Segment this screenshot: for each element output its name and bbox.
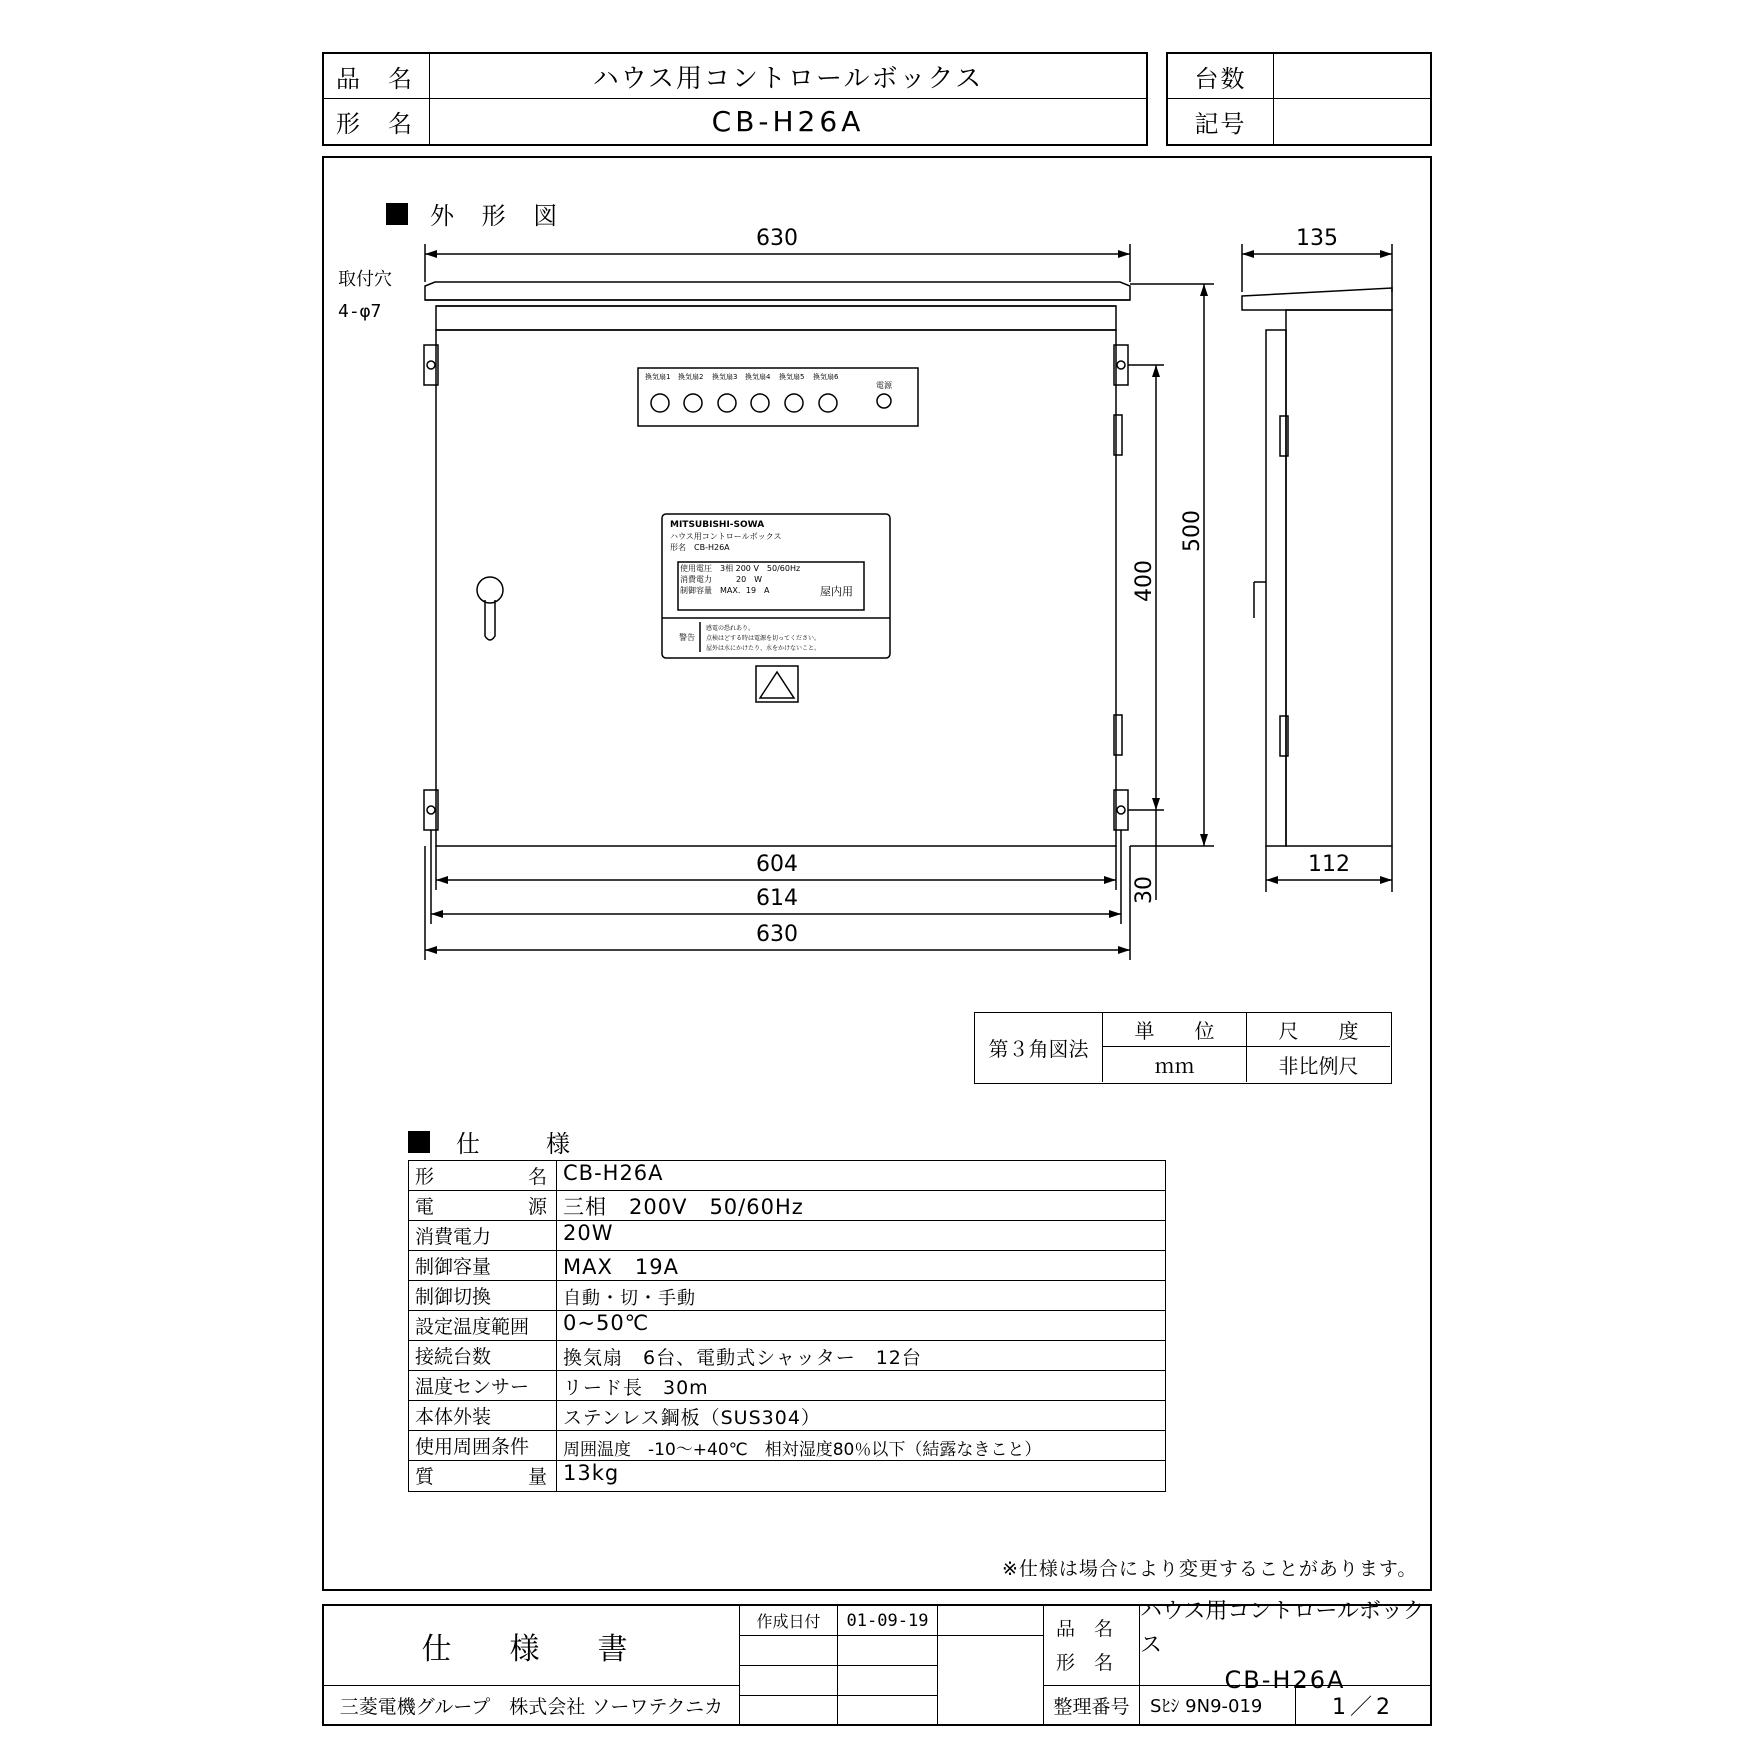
doc-title: 仕 様 書 bbox=[324, 1606, 740, 1686]
spec-row: 制御容量 MAX 19A bbox=[409, 1251, 1165, 1281]
footer-model-label: 形 名 bbox=[1056, 1651, 1114, 1674]
spec-sensor: リード長 30m bbox=[563, 1377, 709, 1399]
nameplate-row3: 制御容量 MAX．19 A bbox=[680, 586, 770, 595]
spec-row: 電 源 三相 200V 50/60Hz bbox=[409, 1191, 1165, 1221]
date-value: 01-09-19 bbox=[838, 1606, 938, 1636]
date-label: 作成日付 bbox=[740, 1606, 838, 1636]
spec-note: ※仕様は場合により変更することがあります。 bbox=[1002, 1558, 1418, 1580]
switch-label-1: 換気扇1 bbox=[645, 373, 671, 381]
spec-row: 形 名 CB-H26A bbox=[409, 1161, 1165, 1191]
dim-height-total: 500 bbox=[1180, 510, 1205, 552]
spec-exterior: ステンレス鋼板（SUS304） bbox=[563, 1407, 821, 1429]
nameplate-warning-label: 警告 bbox=[679, 633, 695, 642]
switch-labels bbox=[645, 372, 845, 384]
spec-row: 接続台数 換気扇 6台、電動式シャッター 12台 bbox=[409, 1341, 1165, 1371]
spec-section-title: 仕 様 bbox=[408, 1124, 576, 1159]
qty-label: 台数 bbox=[1194, 64, 1247, 93]
switch-label-3: 換気扇3 bbox=[712, 373, 738, 381]
spec-consumption: 20W bbox=[563, 1221, 614, 1245]
section-bullet-icon bbox=[408, 1131, 430, 1153]
nameplate-row1: 使用電圧 3相 200 V 50/60Hz bbox=[680, 564, 801, 573]
nameplate-model: 形名 CB-H26A bbox=[670, 543, 730, 552]
model-name: CB-H26A bbox=[711, 105, 865, 138]
spec-weight: 13kg bbox=[563, 1461, 620, 1485]
spec-power: 三相 200V 50/60Hz bbox=[563, 1195, 804, 1219]
footer-model-name: CB-H26A bbox=[1224, 1665, 1346, 1694]
switch-label-6: 換気扇6 bbox=[813, 373, 839, 381]
mount-hole-value: 4-φ7 bbox=[338, 301, 382, 322]
footer-product-label: 品 名 bbox=[1056, 1617, 1114, 1640]
dim-bottom-614: 614 bbox=[756, 886, 798, 911]
spec-switch: 自動・切・手動 bbox=[563, 1288, 696, 1309]
spec-row: 設定温度範囲 0~50℃ bbox=[409, 1311, 1165, 1341]
date-extra-cell bbox=[938, 1606, 1044, 1636]
symbol-label: 記号 bbox=[1194, 110, 1247, 138]
spec-row: 消費電力 20W bbox=[409, 1221, 1165, 1251]
page-number: 1／2 bbox=[1332, 1694, 1394, 1720]
projection-table bbox=[974, 1012, 1392, 1084]
date-empty-cell bbox=[838, 1636, 938, 1666]
spec-conditions: 周囲温度 -10～+40℃ 相対湿度80％以下（結露なきこと） bbox=[563, 1440, 1042, 1460]
outline-section-title: 外 形 図 bbox=[386, 196, 567, 231]
switch-label-5: 換気扇5 bbox=[779, 373, 805, 381]
model-label: 形 名 bbox=[336, 110, 414, 138]
spec-row: 使用周囲条件 周囲温度 -10～+40℃ 相対湿度80％以下（結露なきこと） bbox=[409, 1431, 1165, 1461]
dim-side-depth-bottom: 112 bbox=[1308, 852, 1350, 877]
dim-height-inner: 400 bbox=[1132, 560, 1157, 602]
spec-temp-range: 0~50℃ bbox=[563, 1311, 650, 1335]
projection-method: 第３角図法 bbox=[975, 1013, 1103, 1082]
unit-value: ｍｍ bbox=[1103, 1047, 1247, 1082]
dim-bottom-30: 30 bbox=[1132, 876, 1157, 904]
spec-row: 質 量 13kg bbox=[415, 1461, 620, 1488]
spec-connections: 換気扇 6台、電動式シャッター 12台 bbox=[563, 1347, 922, 1369]
product-name: ハウス用コントロールボックス bbox=[592, 63, 984, 94]
mount-hole-label: 取付穴 4-φ7 bbox=[338, 264, 392, 328]
spec-row: 制御切換 自動・切・手動 bbox=[409, 1281, 1165, 1311]
dim-bottom-630: 630 bbox=[756, 922, 798, 947]
switch-label-2: 換気扇2 bbox=[678, 373, 704, 381]
date-empty-cell bbox=[838, 1696, 938, 1724]
nameplate-row2: 消費電力 20 W bbox=[680, 575, 763, 584]
scale-label: 尺 度 bbox=[1247, 1013, 1390, 1047]
product-label: 品 名 bbox=[336, 64, 414, 93]
dim-bottom-604: 604 bbox=[756, 852, 798, 877]
dim-side-depth-top: 135 bbox=[1296, 226, 1338, 251]
company-name: 三菱電機グループ 株式会社 ソーワテクニカ bbox=[324, 1686, 740, 1724]
nameplate-indoor: 屋内用 bbox=[820, 585, 853, 598]
nameplate-warnings: 感電の恐れあり。 点検はどする時は電源を切ってください。 屋外は水にかけたり、水をかけないこと。 bbox=[706, 625, 821, 652]
power-lamp-label: 電源 bbox=[876, 381, 892, 390]
ref-label: 整理番号 bbox=[1044, 1686, 1140, 1724]
nameplate-name: ハウス用コントロールボックス bbox=[670, 532, 782, 541]
scale-value: 非比例尺 bbox=[1278, 1054, 1359, 1078]
footer-table bbox=[322, 1598, 1432, 1726]
spec-row: 温度センサー リード長 30m bbox=[409, 1371, 1165, 1401]
date-empty-cell bbox=[740, 1636, 838, 1666]
switch-label-4: 換気扇4 bbox=[745, 373, 771, 381]
spec-capacity: MAX 19A bbox=[563, 1255, 679, 1279]
ref-value: Sﾋｼ 9N9-019 bbox=[1140, 1686, 1296, 1724]
unit-label: 単 位 bbox=[1103, 1013, 1247, 1047]
date-empty-cell bbox=[740, 1666, 838, 1696]
footer-product-name: ハウス用コントロールボックス bbox=[1140, 1598, 1425, 1658]
dim-top-width: 630 bbox=[756, 226, 798, 251]
spec-row: 本体外装 ステンレス鋼板（SUS304） bbox=[409, 1401, 1165, 1431]
date-empty-cell bbox=[938, 1636, 1044, 1724]
spec-model: CB-H26A bbox=[563, 1161, 664, 1185]
nameplate-brand: MITSUBISHI-SOWA bbox=[670, 520, 765, 530]
date-empty-cell bbox=[838, 1666, 938, 1696]
date-empty-cell bbox=[740, 1696, 838, 1724]
spec-table bbox=[408, 1160, 1166, 1492]
